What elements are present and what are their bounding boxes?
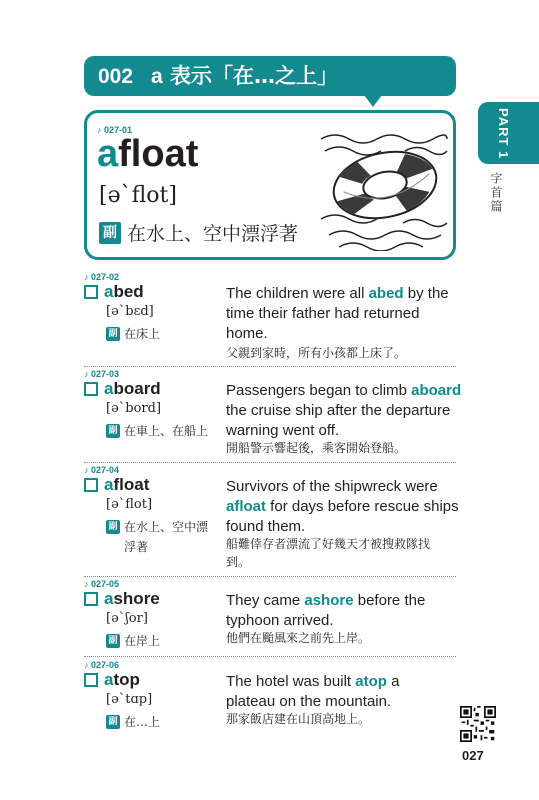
- entry-ashore: [84, 579, 456, 655]
- entry-definition-row: [106, 324, 214, 344]
- example-translation: 那家飯店建在山頂高地上。: [226, 712, 371, 726]
- entry-definition: 在床上: [124, 327, 161, 341]
- entry-word: aboard: [104, 379, 161, 398]
- entry-definition: 在車上、在船上: [124, 424, 209, 438]
- banner-pointer: [364, 95, 382, 107]
- checkbox[interactable]: [84, 673, 98, 687]
- example-sentence: They came ashore before the typhoon arrived.: [226, 592, 426, 629]
- page-number: 027: [462, 748, 484, 763]
- entry-aboard: [84, 369, 462, 461]
- section-side-label: 字首篇: [489, 172, 503, 214]
- entry-word: afloat: [104, 475, 150, 494]
- audio-track-label[interactable]: ♪ 027-02: [84, 272, 120, 282]
- divider: [84, 656, 456, 657]
- divider: [84, 576, 456, 577]
- example-translation: 船難倖存者漂流了好幾天才被搜救隊找到。: [226, 537, 431, 569]
- entry-word: atop: [104, 670, 140, 689]
- example-translation: 他們在颱風來之前先上岸。: [226, 631, 371, 645]
- feature-word-box: [84, 110, 456, 260]
- checkbox[interactable]: [84, 382, 98, 396]
- audio-track-label[interactable]: ♪ 027-03: [84, 369, 120, 379]
- audio-track-label[interactable]: ♪ 027-04: [84, 465, 120, 475]
- entry-definition: 在岸上: [124, 634, 161, 648]
- pos-badge: 副: [106, 634, 120, 648]
- entry-definition-row: [106, 712, 214, 732]
- life-buoy-illustration: [319, 121, 449, 251]
- section-banner: [84, 56, 456, 96]
- feature-definition-row: [99, 219, 298, 246]
- entry-phonetic: [əˋbɛd]: [106, 304, 154, 319]
- entry-phonetic: [əˋflot]: [106, 497, 153, 512]
- example-translation: 父親到家時，所有小孩都上床了。: [226, 346, 407, 360]
- feature-definition: 在水上、空中漂浮著: [127, 223, 299, 245]
- example-sentence: Passengers began to climb aboard the cruise ship after the departure warning went off.: [226, 382, 462, 439]
- example-sentence: The hotel was built atop a plateau on the mountain.: [226, 673, 400, 710]
- audio-track-label[interactable]: ♪ 027-06: [84, 660, 120, 670]
- example-sentence: The children were all abed by the time their father had returned home.: [226, 285, 449, 342]
- entry-phonetic: [əˋʃor]: [106, 611, 148, 626]
- pos-badge: 副: [106, 715, 120, 729]
- checkbox[interactable]: [84, 285, 98, 299]
- divider: [84, 462, 456, 463]
- entry-word: abed: [104, 282, 144, 301]
- entry-abed: [84, 272, 456, 364]
- entry-definition-row: [106, 517, 214, 557]
- feature-word: afloat: [97, 133, 199, 175]
- audio-track-label[interactable]: ♪ 027-05: [84, 579, 120, 589]
- part-tab[interactable]: [478, 102, 539, 164]
- entry-phonetic: [əˋtɑp]: [106, 692, 153, 707]
- feature-phonetic: [əˋflot]: [99, 183, 177, 208]
- part-label: PART 1: [496, 108, 511, 160]
- pos-badge: 副: [99, 222, 121, 244]
- entry-definition: 在…上: [124, 715, 161, 729]
- section-title: 表示「在…之上」: [162, 64, 339, 88]
- pos-badge: 副: [106, 327, 120, 341]
- entry-afloat: [84, 465, 459, 575]
- example-translation: 開船警示響起後，乘客開始登船。: [226, 441, 407, 455]
- entry-phonetic: [əˋbord]: [106, 401, 162, 416]
- pos-badge: 副: [106, 424, 120, 438]
- divider: [84, 366, 456, 367]
- entry-definition: 在水上、空中漂浮著: [124, 520, 209, 554]
- entry-word: ashore: [104, 589, 160, 608]
- qr-code-icon[interactable]: [460, 706, 496, 742]
- example-sentence: Survivors of the shipwreck were afloat for days before rescue ships found them.: [226, 478, 459, 535]
- section-number: 002: [98, 65, 134, 88]
- checkbox[interactable]: [84, 478, 98, 492]
- entry-atop: [84, 660, 456, 736]
- checkbox[interactable]: [84, 592, 98, 606]
- entry-definition-row: [106, 631, 214, 651]
- pos-badge: 副: [106, 520, 120, 534]
- section-prefix: a: [151, 65, 163, 88]
- entry-definition-row: [106, 421, 214, 441]
- audio-track-label[interactable]: ♪ 027-01: [97, 125, 133, 135]
